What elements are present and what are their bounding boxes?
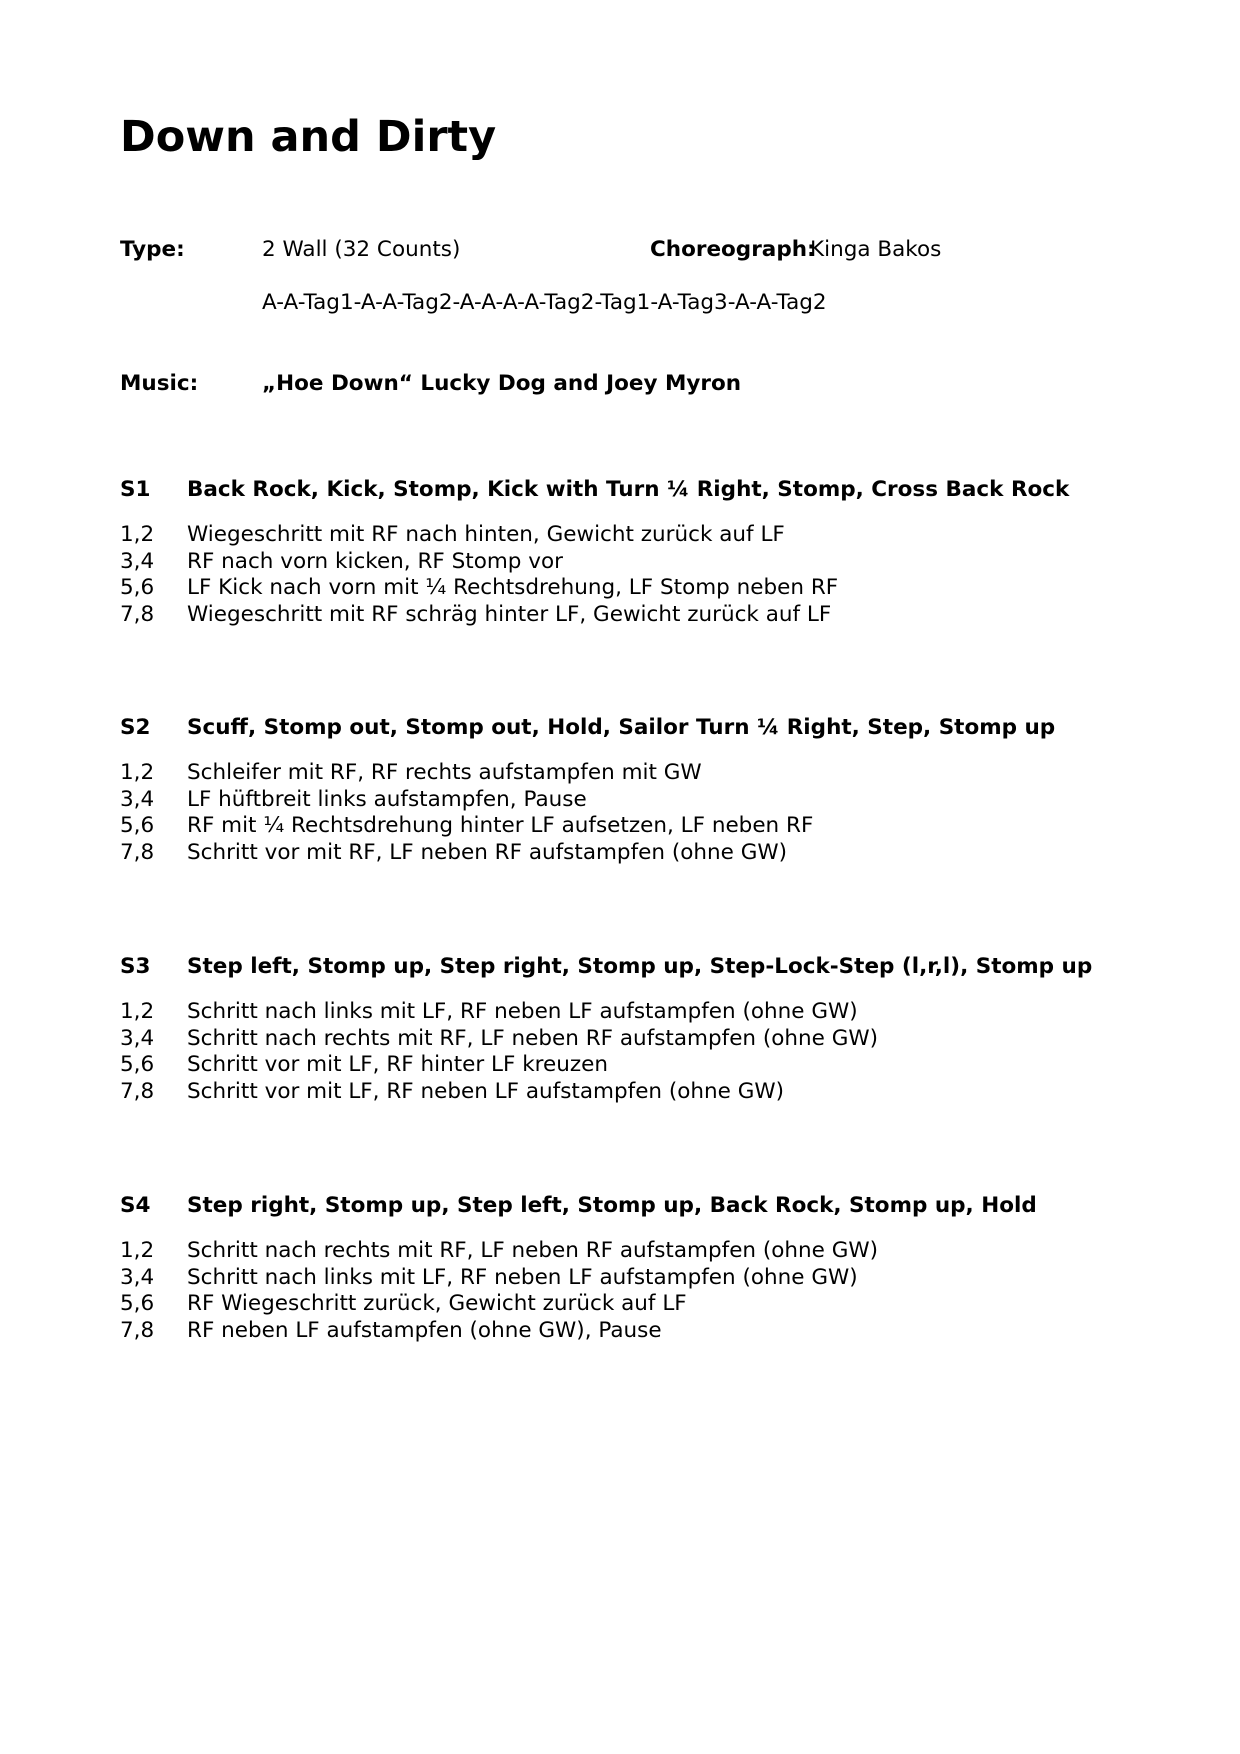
step-text: Schritt vor mit LF, RF neben LF aufstampfen (ohne GW) xyxy=(187,1079,785,1105)
step-row xyxy=(120,1238,1160,1265)
music-label: Music: xyxy=(120,371,199,396)
step-row xyxy=(120,1318,1160,1345)
section-id: S4 xyxy=(120,1193,151,1218)
step-row xyxy=(120,840,1160,867)
section-title: Step left, Stomp up, Step right, Stomp up, Step-Lock-Step (l,r,l), Stomp up xyxy=(187,954,1093,979)
step-text: Schritt nach rechts mit RF, LF neben RF aufstampfen (ohne GW) xyxy=(187,1238,879,1263)
section-s3 xyxy=(120,953,1160,1106)
step-count: 3,4 xyxy=(120,1264,155,1290)
step-text: RF mit ¼ Rechtsdrehung hinter LF aufsetzen, LF neben RF xyxy=(187,813,814,839)
step-count: 3,4 xyxy=(120,548,155,574)
step-row xyxy=(120,602,1160,629)
section-s2 xyxy=(120,714,1160,867)
step-list xyxy=(120,999,1160,1106)
step-text: Schritt nach rechts mit RF, LF neben RF aufstampfen (ohne GW) xyxy=(187,1025,879,1051)
choreograph-value: Kinga Bakos xyxy=(810,237,942,262)
step-count: 7,8 xyxy=(120,1318,155,1344)
section-title: Step right, Stomp up, Step left, Stomp up, Back Rock, Stomp up, Hold xyxy=(187,1193,1037,1218)
step-text: RF Wiegeschritt zurück, Gewicht zurück auf LF xyxy=(187,1291,687,1317)
step-count: 1,2 xyxy=(120,760,155,785)
section-header xyxy=(120,714,1160,742)
section-s1 xyxy=(120,476,1160,629)
section-title: Back Rock, Kick, Stomp, Kick with Turn ¼ Right, Stomp, Cross Back Rock xyxy=(187,477,1070,502)
step-text: Schritt vor mit RF, LF neben RF aufstampfen (ohne GW) xyxy=(187,840,788,866)
section-s4 xyxy=(120,1192,1160,1345)
step-row xyxy=(120,760,1160,787)
step-count: 1,2 xyxy=(120,1238,155,1263)
section-header xyxy=(120,953,1160,981)
step-count: 7,8 xyxy=(120,1079,155,1105)
step-row xyxy=(120,575,1160,602)
step-row xyxy=(120,549,1160,576)
section-header xyxy=(120,476,1160,504)
step-text: RF neben LF aufstampfen (ohne GW), Pause xyxy=(187,1318,662,1344)
step-count: 5,6 xyxy=(120,1052,155,1078)
step-row xyxy=(120,1052,1160,1079)
page-title: Down and Dirty xyxy=(120,112,497,162)
step-row xyxy=(120,813,1160,840)
section-id: S1 xyxy=(120,477,151,502)
step-count: 1,2 xyxy=(120,522,155,547)
step-count: 5,6 xyxy=(120,575,155,601)
step-count: 7,8 xyxy=(120,840,155,866)
step-list xyxy=(120,1238,1160,1345)
step-row xyxy=(120,787,1160,814)
step-text: LF hüftbreit links aufstampfen, Pause xyxy=(187,786,587,812)
step-text: Wiegeschritt mit RF schräg hinter LF, Gewicht zurück auf LF xyxy=(187,602,832,628)
choreograph-label: Choreograph: xyxy=(650,237,816,262)
step-count: 1,2 xyxy=(120,999,155,1024)
step-text: Schritt nach links mit LF, RF neben LF aufstampfen (ohne GW) xyxy=(187,1264,858,1290)
section-id: S3 xyxy=(120,954,151,979)
step-text: Schritt nach links mit LF, RF neben LF aufstampfen (ohne GW) xyxy=(187,999,858,1024)
step-text: LF Kick nach vorn mit ¼ Rechtsdrehung, LF Stomp neben RF xyxy=(187,575,839,601)
section-title: Scuff, Stomp out, Stomp out, Hold, Sailor Turn ¼ Right, Step, Stomp up xyxy=(187,715,1056,740)
type-label: Type: xyxy=(120,237,185,262)
step-row xyxy=(120,1265,1160,1292)
step-text: Schleifer mit RF, RF rechts aufstampfen mit GW xyxy=(187,760,702,785)
section-id: S2 xyxy=(120,715,151,740)
step-text: Wiegeschritt mit RF nach hinten, Gewicht zurück auf LF xyxy=(187,522,785,547)
step-count: 5,6 xyxy=(120,813,155,839)
step-count: 3,4 xyxy=(120,786,155,812)
step-row xyxy=(120,522,1160,549)
step-row xyxy=(120,999,1160,1026)
step-count: 7,8 xyxy=(120,602,155,628)
step-text: RF nach vorn kicken, RF Stomp vor xyxy=(187,548,563,574)
type-value: 2 Wall (32 Counts) xyxy=(262,237,461,262)
music-value: „Hoe Down“ Lucky Dog and Joey Myron xyxy=(262,371,742,396)
step-list xyxy=(120,522,1160,629)
step-row xyxy=(120,1079,1160,1106)
step-list xyxy=(120,760,1160,867)
step-row xyxy=(120,1291,1160,1318)
section-header xyxy=(120,1192,1160,1220)
step-count: 5,6 xyxy=(120,1291,155,1317)
step-row xyxy=(120,1026,1160,1053)
step-count: 3,4 xyxy=(120,1025,155,1051)
dance-sequence: A-A-Tag1-A-A-Tag2-A-A-A-A-Tag2-Tag1-A-Tag3-A-A-Tag2 xyxy=(262,290,827,315)
step-text: Schritt vor mit LF, RF hinter LF kreuzen xyxy=(187,1052,609,1078)
